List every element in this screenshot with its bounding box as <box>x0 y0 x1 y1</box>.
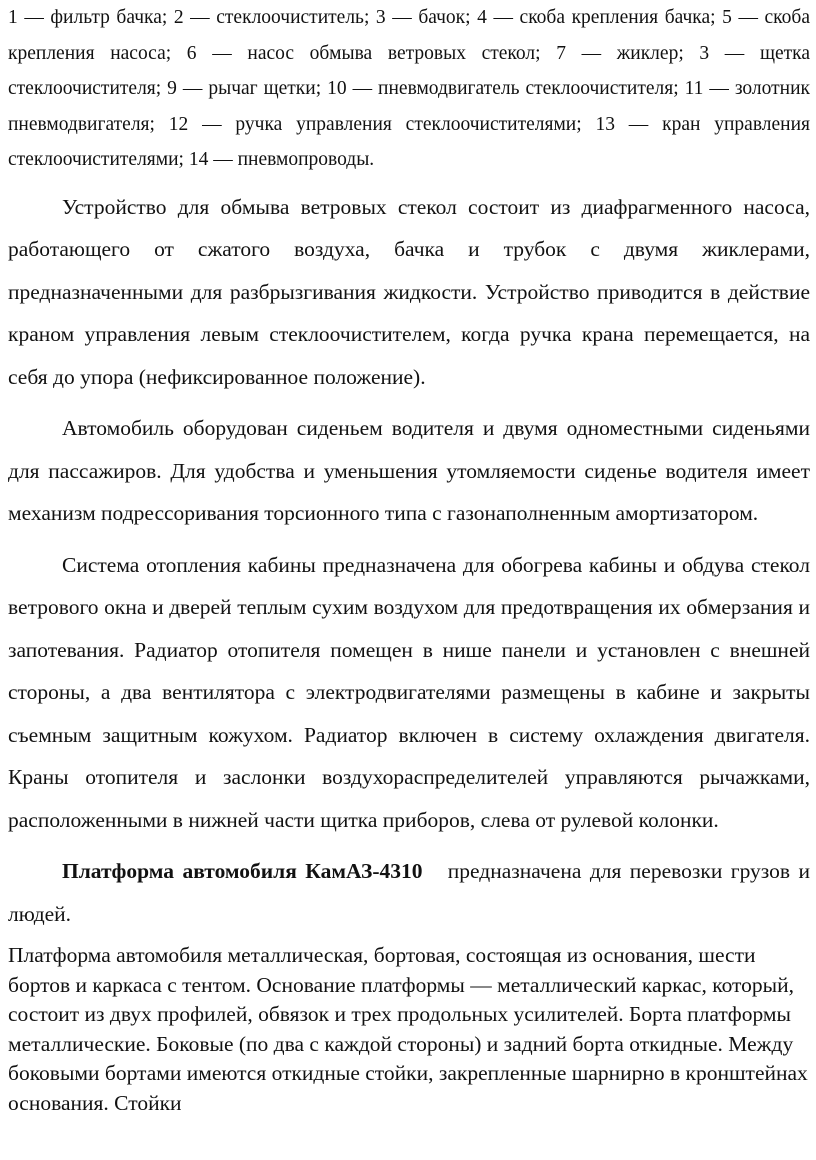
platform-intro-text: предназначена для перевозки грузов и людей. <box>8 859 811 926</box>
paragraph-seats: Автомобиль оборудован сиденьем водителя и двумя одноместными сиденьями для пассажиров. Для удобства и уменьшения утомляемости сиденье водителя имеет механизм подрессоривания торсионного типа с газонаполненным амортизатором. <box>8 416 810 525</box>
paragraph-platform-intro <box>8 850 810 935</box>
paragraph-washer: Устройство для обмыва ветровых стекол состоит из диафрагменного насоса, работающего от сжатого воздуха, бачка и трубок с двумя жиклерами, предназначенными для разбрызгивания жидкости. Устройство приводится в действие краном управления левым стеклоочистителем, когда ручка крана перемещается, на себя до упора (нефиксированное положение). <box>8 194 810 389</box>
platform-heading: Платформа автомобиля КамАЗ-4310 <box>62 859 423 883</box>
paragraph-platform-description: Платформа автомобиля металлическая, бортовая, состоящая из основания, шести бортов и каркаса с тентом. Основание платформы — металлический каркас, который, состоит из двух профилей, обвязок и трех продольных усилителей. Борта платформы металлические. Боковые (по два с каждой стороны) и задний борта откидные. Между боковыми бортами имеются откидные стойки, закрепленные шарнирно в кронштейнах основания. Стойки <box>8 943 808 1115</box>
figure-caption: 1 — фильтр бачка; 2 — стеклоочиститель; 3 — бачок; 4 — скоба крепления бачка; 5 — скоба крепления насоса; 6 — насос обмыва ветровых стекол; 7 — жиклер; 3 — щетка стеклоочистителя; 9 — рычаг щетки; 10 — пневмодвигатель стеклоочистителя; 11 — золотник пневмодвигателя; 12 — ручка управления стеклоочистителями; 13 — кран управления стеклоочистителями; 14 — пневмопроводы. <box>8 7 810 170</box>
paragraph-heating: Система отопления кабины предназначена для обогрева кабины и обдува стекол ветрового окна и дверей теплым сухим воздухом для предотвращения их обмерзания и запотевания. Радиатор отопителя помещен в нише панели и установлен с внешней стороны, а два вентилятора с электродвигателями размещены в кабине и закрыты съемным защитным кожухом. Радиатор включен в систему охлаждения двигателя. Краны отопителя и заслонки воздухораспределителей управляются рычажками, расположенными в нижней части щитка приборов, слева от рулевой колонки. <box>8 552 810 832</box>
